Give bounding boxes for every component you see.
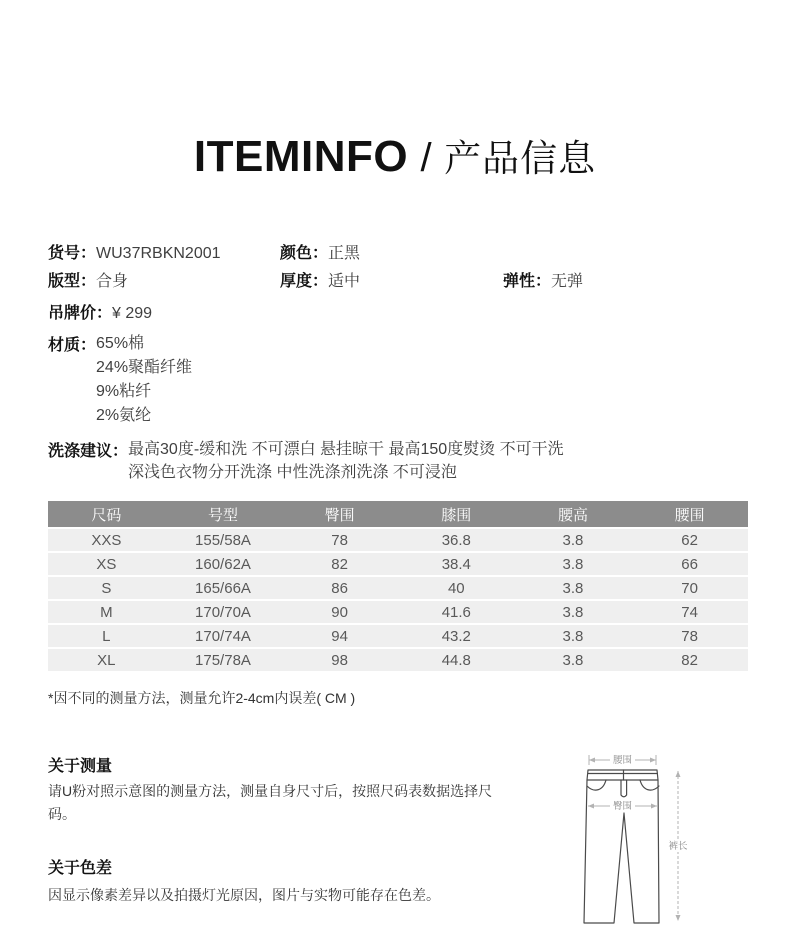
fit-field xyxy=(48,268,128,291)
elasticity-label: 弹性： xyxy=(503,273,552,290)
color-field xyxy=(280,240,360,263)
size-table-header-row xyxy=(48,501,748,527)
size-cell: 3.8 xyxy=(515,553,632,575)
title-english: ITEMINFO xyxy=(193,132,409,181)
size-cell: 3.8 xyxy=(515,601,632,623)
size-cell: S xyxy=(48,577,165,599)
material-label: 材质： xyxy=(48,337,97,354)
size-cell: XL xyxy=(48,649,165,671)
size-cell: 155/58A xyxy=(165,529,282,551)
material-line: 65%棉 xyxy=(96,335,145,352)
price-field xyxy=(48,300,152,323)
size-col-header: 腰围 xyxy=(631,501,748,527)
size-cell: 44.8 xyxy=(398,649,515,671)
size-col-header: 膝围 xyxy=(398,501,515,527)
size-cell: 62 xyxy=(631,529,748,551)
fit-label: 版型： xyxy=(48,273,97,290)
size-row-l xyxy=(48,625,748,647)
size-row-xxs xyxy=(48,529,748,551)
size-col-header: 臀围 xyxy=(281,501,398,527)
size-col-header: 腰高 xyxy=(515,501,632,527)
fit-value: 合身 xyxy=(96,273,129,290)
attribute-row xyxy=(48,268,748,288)
size-row-s xyxy=(48,577,748,599)
size-cell: 36.8 xyxy=(398,529,515,551)
size-col-header: 尺码 xyxy=(48,501,165,527)
measurement-section-body: 请U粉对照示意图的测量方法，测量自身尺寸后，按照尺码表数据选择尺码。 xyxy=(48,783,493,822)
tolerance-note: *因不同的测量方法，测量允许2-4cm内误差( CM ) xyxy=(48,690,356,706)
thickness-field xyxy=(280,268,360,291)
size-cell: 3.8 xyxy=(515,529,632,551)
size-cell: 98 xyxy=(281,649,398,671)
size-cell: 78 xyxy=(631,625,748,647)
size-cell: 41.6 xyxy=(398,601,515,623)
waist-label: 腰围 xyxy=(612,755,633,766)
size-cell: 90 xyxy=(281,601,398,623)
hip-measure-line xyxy=(588,799,657,812)
size-cell: 175/78A xyxy=(165,649,282,671)
item-number-field xyxy=(48,240,221,263)
hip-label: 臀围 xyxy=(612,801,633,812)
washing-label: 洗涤建议： xyxy=(48,443,129,460)
size-cell: 74 xyxy=(631,601,748,623)
attribute-row xyxy=(48,300,748,320)
material-lines xyxy=(96,332,192,428)
color-label: 颜色： xyxy=(280,245,329,262)
thickness-label: 厚度： xyxy=(280,273,329,290)
size-cell: 70 xyxy=(631,577,748,599)
size-cell: XS xyxy=(48,553,165,575)
item-number-label: 货号： xyxy=(48,245,97,262)
size-cell: 78 xyxy=(281,529,398,551)
material-field xyxy=(48,332,192,428)
material-line: 2%氨纶 xyxy=(96,407,152,424)
elasticity-field xyxy=(503,268,583,291)
washing-lines xyxy=(128,438,564,484)
size-cell: 86 xyxy=(281,577,398,599)
size-cell: XXS xyxy=(48,529,165,551)
size-cell: 82 xyxy=(281,553,398,575)
pants-measurement-diagram xyxy=(578,743,728,943)
size-cell: M xyxy=(48,601,165,623)
size-cell: 170/74A xyxy=(165,625,282,647)
title-chinese: 产品信息 xyxy=(444,138,597,179)
measurement-section-heading: 关于测量 xyxy=(48,758,113,775)
title-separator: / xyxy=(420,136,432,180)
size-row-xl xyxy=(48,649,748,671)
washing-line: 深浅色衣物分开洗涤 中性洗涤剂洗涤 不可浸泡 xyxy=(128,464,457,481)
size-col-header: 号型 xyxy=(165,501,282,527)
washing-line: 最高30度-缓和洗 不可漂白 悬挂晾干 最高150度熨烫 不可干洗 xyxy=(128,441,564,458)
length-label: 裤长 xyxy=(668,841,688,852)
size-cell: 3.8 xyxy=(515,577,632,599)
price-label: 吊牌价： xyxy=(48,305,113,322)
material-line: 24%聚酯纤维 xyxy=(96,359,193,376)
size-row-m xyxy=(48,601,748,623)
size-cell: 3.8 xyxy=(515,649,632,671)
size-cell: 40 xyxy=(398,577,515,599)
color-difference-section-body: 因显示像素差异以及拍摄灯光原因，图片与实物可能存在色差。 xyxy=(48,887,440,903)
length-measure-line xyxy=(666,771,690,921)
size-cell: 165/66A xyxy=(165,577,282,599)
size-cell: 94 xyxy=(281,625,398,647)
size-cell: 3.8 xyxy=(515,625,632,647)
material-line: 9%粘纤 xyxy=(96,383,152,400)
size-cell: L xyxy=(48,625,165,647)
item-number-value: WU37RBKN2001 xyxy=(96,245,221,262)
pants-outline xyxy=(584,770,659,923)
size-row-xs xyxy=(48,553,748,575)
size-cell: 170/70A xyxy=(165,601,282,623)
size-cell: 38.4 xyxy=(398,553,515,575)
elasticity-value: 无弹 xyxy=(551,273,584,290)
waist-measure-line xyxy=(589,753,656,766)
price-value: ¥ 299 xyxy=(112,305,153,322)
thickness-value: 适中 xyxy=(328,273,361,290)
size-cell: 43.2 xyxy=(398,625,515,647)
size-cell: 82 xyxy=(631,649,748,671)
color-value: 正黑 xyxy=(328,245,361,262)
size-cell: 160/62A xyxy=(165,553,282,575)
attribute-row xyxy=(48,240,748,260)
page-title xyxy=(0,128,790,182)
size-cell: 66 xyxy=(631,553,748,575)
color-difference-section-heading: 关于色差 xyxy=(48,860,113,877)
washing-field xyxy=(48,438,564,484)
size-table xyxy=(48,499,748,673)
